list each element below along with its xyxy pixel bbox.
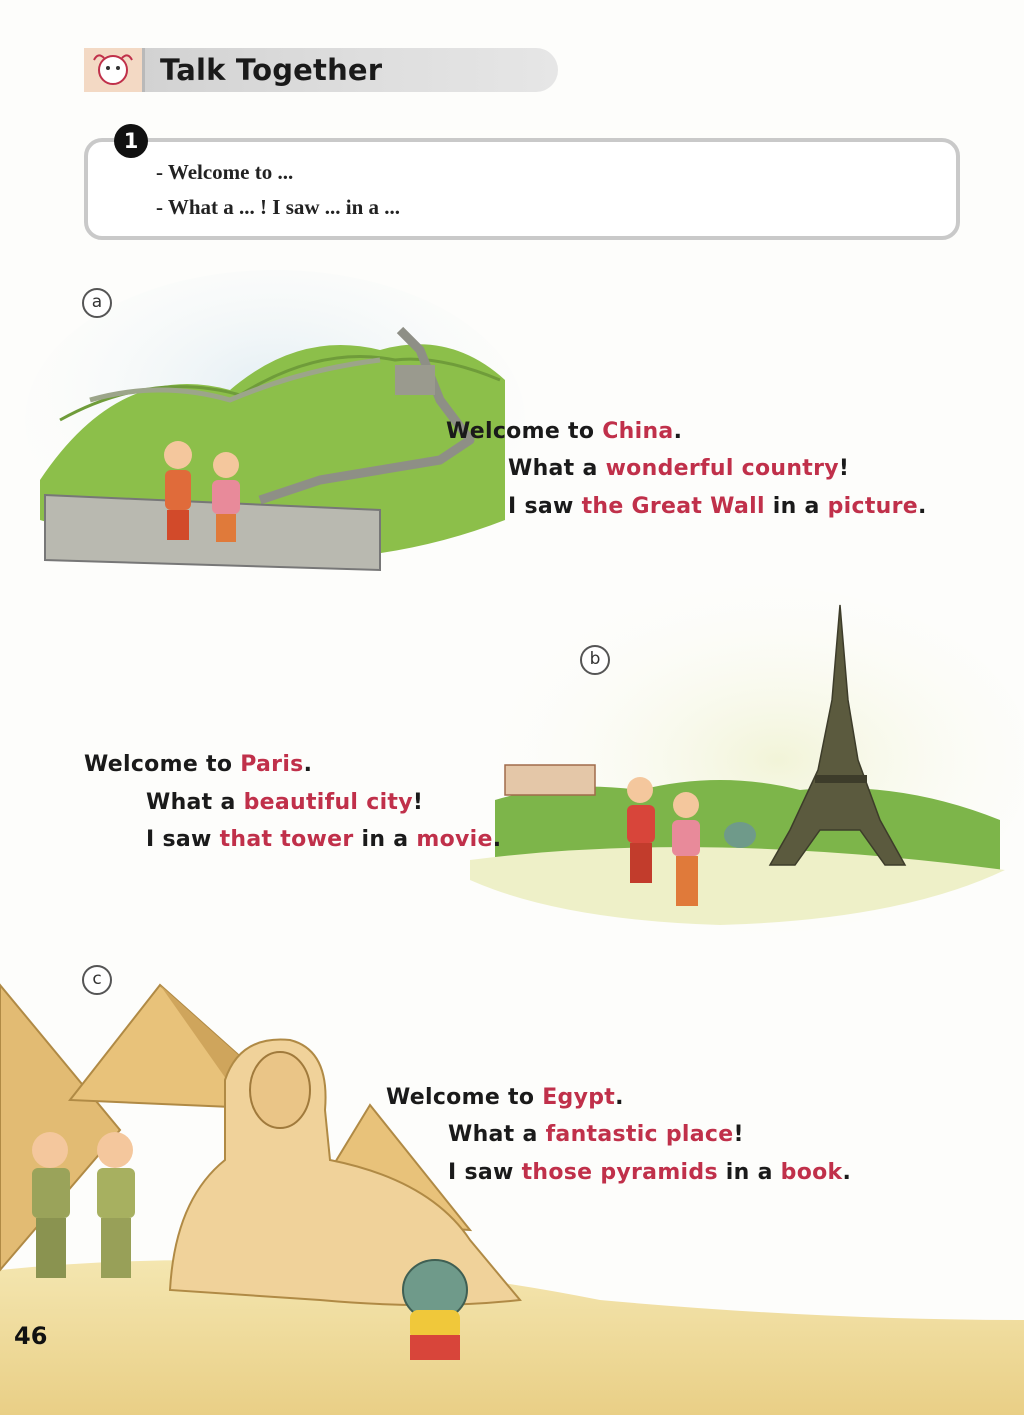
section-title: Talk Together: [160, 53, 383, 87]
exercise-number-badge: 1: [114, 124, 148, 158]
dialogue-line: I saw the Great Wall in a picture.: [508, 494, 927, 519]
dialogue-line: What a fantastic place!: [448, 1122, 744, 1147]
pattern-line-1: - Welcome to ...: [156, 160, 294, 184]
dialogue-line: I saw that tower in a movie.: [146, 827, 502, 852]
scene-label-c: c: [82, 965, 112, 995]
dialogue-line: What a beautiful city!: [146, 790, 424, 815]
dialogue-line: Welcome to China.: [446, 419, 683, 444]
cartoon-face-icon: [84, 48, 145, 92]
scene-label-a: a: [82, 288, 112, 318]
eiffel-tower-illustration: [470, 585, 1024, 935]
pattern-line-2: - What a ... ! I saw ... in a ...: [156, 195, 401, 219]
scene-label-b: b: [580, 645, 610, 675]
dialogue-line: Welcome to Egypt.: [386, 1085, 624, 1110]
dialogue-line: What a wonderful country!: [508, 456, 850, 481]
dialogue-line: Welcome to Paris.: [84, 752, 313, 777]
page-number: 46: [14, 1322, 48, 1350]
dialogue-line: I saw those pyramids in a book.: [448, 1160, 852, 1185]
sentence-pattern-box: [84, 138, 960, 240]
pyramids-illustration: [0, 985, 1024, 1415]
